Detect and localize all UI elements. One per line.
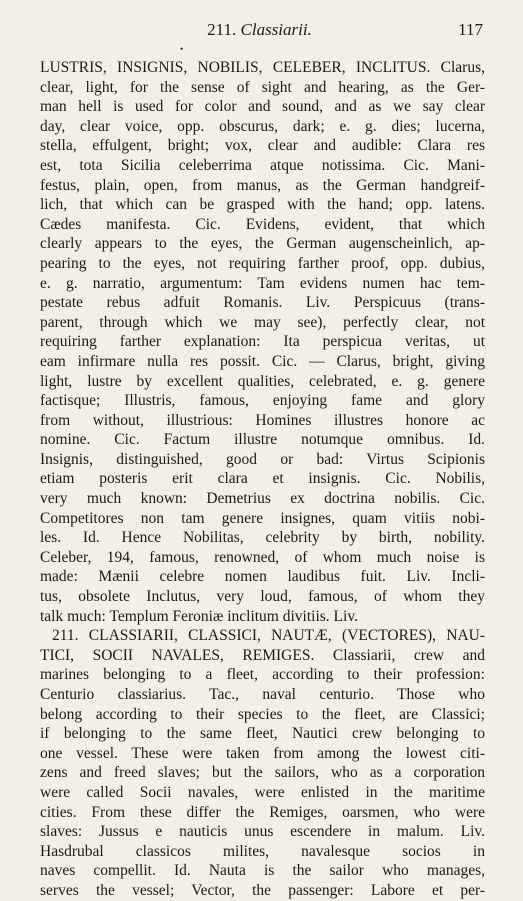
text-line: etiam posteris erit clara et insignis. Cic. Nobilis, (40, 470, 485, 488)
text-line: Insignis, distinguished, good or bad: Virtus Scipionis (40, 450, 485, 468)
text-line: les. Id. Hence Nobilitas, celebrity by birth, nobility. (40, 529, 485, 547)
text-line: slaves: Jussus e nauticis unus escendere in malum. Liv. (40, 823, 485, 841)
text-line: talk much: Templum Feroniæ inclitum divitiis. Liv. (40, 607, 358, 625)
text-line: est, tota Sicilia celeberrima atque notissima. Cic. Mani- (40, 156, 485, 174)
text-line: one vessel. These were taken from among the lowest citi- (40, 744, 485, 762)
text-line: belong according to their species to the fleet, are Classici; (40, 705, 485, 723)
text-line: if belonging to the same fleet, Nautici crew belonging to (40, 725, 485, 743)
text-line: light, lustre by excellent qualities, celebrated, e. g. genere (40, 372, 485, 390)
text-line: 211. CLASSIARII, CLASSICI, NAUTÆ, (VECTORES), NAU- (52, 627, 485, 645)
text-line: tus, obsolete Inclutus, very loud, famous, of whom they (40, 588, 485, 606)
header-title (36, 20, 483, 40)
text-line: clearly appears to the eyes, the German augenscheinlich, ap- (40, 235, 485, 253)
text-line: eam infirmare nulla res possit. Cic. — Clarus, bright, giving (40, 352, 485, 370)
text-line: lich, that which can be grasped with the hand; opp. latens. (40, 196, 485, 214)
section-title: Classiarii. (240, 20, 312, 39)
text-line: stella, effulgent, bright; vox, clear and audible: Clara res (40, 137, 485, 155)
print-mark: • (180, 44, 184, 54)
text-line: man hell is used for color and sound, and as we say clear (40, 98, 485, 116)
text-line: TICI, SOCII NAVALES, REMIGES. Classiarii, crew and (40, 646, 485, 664)
text-line: e. g. narratio, argumentum: Tam evidens numen hac tem- (40, 274, 485, 292)
text-line: marines belonging to a fleet, according to their profession: (40, 666, 485, 684)
text-line: from without, illustrious: Homines illustres honore ac (40, 411, 485, 429)
text-line: parent, through which we may see), perfectly clear, not (40, 313, 485, 331)
text-line: Cædes manifesta. Cic. Evidens, evident, that which (40, 215, 485, 233)
text-line: zens and freed slaves; but the sailors, who as a corporation (40, 764, 485, 782)
text-line: clear, light, for the sense of sight and hearing, as the Ger- (40, 78, 485, 96)
text-line: naves compellit. Id. Nauta is the sailor who manages, (40, 862, 485, 880)
text-line: Celeber, 194, famous, renowned, of whom much noise is (40, 548, 485, 566)
text-line: day, clear voice, opp. obscurus, dark; e. g. dies; lucerna, (40, 117, 485, 135)
text-line: serves the vessel; Vector, the passenger: Labore et per- (40, 881, 485, 899)
page-number: 117 (458, 20, 483, 39)
section-number: 211. (207, 20, 237, 39)
text-line: cities. From these differ the Remiges, oarsmen, who were (40, 803, 485, 821)
text-line: factisque; Illustris, famous, enjoying fame and glory (40, 392, 485, 410)
text-line: nomine. Cic. Factum illustre notumque omnibus. Id. (40, 431, 485, 449)
text-line: LUSTRIS, INSIGNIS, NOBILIS, CELEBER, INCLITUS. Clarus, (40, 59, 485, 76)
text-line: made: Mænii celebre nomen laudibus fuit. Liv. Incli- (40, 568, 485, 586)
text-line: pestate rebus adfuit Romanis. Liv. Perspicuus (trans- (40, 294, 485, 312)
text-line: requiring farther explanation: Ita perspicua veritas, ut (40, 333, 485, 351)
text-line: pearing to the eyes, not requiring farther proof, opp. dubius, (40, 254, 485, 272)
running-header (36, 20, 483, 42)
text-line: Competitores non tam genere insignes, quam vitiis nobi- (40, 509, 485, 527)
text-line: very much known: Demetrius ex doctrina nobilis. Cic. (40, 490, 485, 508)
text-line: festus, plain, open, from manus, as the German handgreif- (40, 176, 485, 194)
page-body (40, 58, 485, 901)
text-line: were called Socii navales, were enlisted in the maritime (40, 783, 485, 801)
text-line: Centurio classiarius. Tac., naval centurio. Those who (40, 686, 485, 703)
text-line: Hasdrubal classicos milites, navalesque socios in (40, 842, 485, 860)
